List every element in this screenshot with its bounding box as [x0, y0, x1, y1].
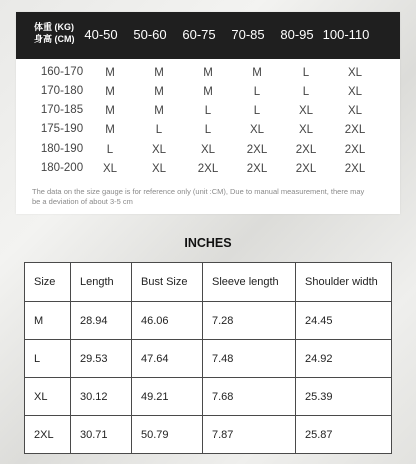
size-cell: XL: [347, 105, 363, 117]
inches-cell: 30.71: [71, 416, 132, 454]
size-cell: XL: [298, 124, 314, 136]
size-cell: L: [253, 86, 261, 98]
column-header-sleeve: Sleeve length: [203, 263, 296, 302]
size-cell: L: [302, 67, 310, 79]
size-cell: 2XL: [344, 163, 366, 175]
height-row-label: 180-190: [40, 143, 84, 155]
size-cell: XL: [200, 144, 216, 156]
inches-title: INCHES: [184, 236, 232, 250]
size-cell: M: [105, 105, 115, 117]
size-cell: L: [204, 124, 212, 136]
size-cell: XL: [151, 144, 167, 156]
weight-column-header: 50-60: [133, 27, 167, 42]
size-cell: 2XL: [246, 163, 268, 175]
column-header-bust: Bust Size: [132, 263, 203, 302]
size-cell: M: [252, 67, 262, 79]
size-cell: 2XL: [246, 144, 268, 156]
inches-cell: 24.45: [296, 302, 392, 340]
size-cell: L: [106, 144, 114, 156]
inches-cell: 30.12: [71, 378, 132, 416]
inches-header-row: [25, 263, 392, 302]
inches-table-row: [25, 378, 392, 416]
size-cell: M: [154, 86, 164, 98]
inches-table: [24, 262, 392, 454]
size-cell: XL: [102, 163, 118, 175]
size-cell: 2XL: [344, 124, 366, 136]
column-header-shoulder: Shoulder width: [296, 263, 392, 302]
size-cell: M: [203, 86, 213, 98]
inches-cell: XL: [25, 378, 71, 416]
size-cell: XL: [249, 124, 265, 136]
column-header-size: Size: [25, 263, 71, 302]
weight-column-header: 70-85: [231, 27, 265, 42]
weight-column-header: 80-95: [280, 27, 314, 42]
height-row-label: 175-190: [40, 123, 84, 135]
inches-cell: 7.28: [203, 302, 296, 340]
height-row-label: 180-200: [40, 162, 84, 174]
inches-cell: 25.87: [296, 416, 392, 454]
size-cell: M: [154, 67, 164, 79]
size-cell: L: [155, 124, 163, 136]
inches-cell: 49.21: [132, 378, 203, 416]
inches-cell: 46.06: [132, 302, 203, 340]
size-cell: L: [204, 105, 212, 117]
weight-column-header: 40-50: [84, 27, 118, 42]
measurement-note: The data on the size gauge is for reference only (unit :CM), Due to manual measurement, there may be a deviation of about 3-5 cm: [32, 187, 365, 206]
inches-cell: M: [25, 302, 71, 340]
size-cell: 2XL: [344, 144, 366, 156]
size-cell: L: [253, 105, 261, 117]
size-cell: M: [154, 105, 164, 117]
height-label: 身高 (CM): [34, 34, 75, 44]
inches-cell: 7.48: [203, 340, 296, 378]
inches-cell: 47.64: [132, 340, 203, 378]
weight-column-header: 60-75: [182, 27, 216, 42]
size-cell: 2XL: [197, 163, 219, 175]
inches-cell: 28.94: [71, 302, 132, 340]
size-cell: XL: [298, 105, 314, 117]
size-cell: L: [302, 86, 310, 98]
size-cell: 2XL: [295, 144, 317, 156]
inches-cell: 29.53: [71, 340, 132, 378]
inches-cell: 7.87: [203, 416, 296, 454]
header-axis-label: [34, 21, 75, 45]
inches-cell: 7.68: [203, 378, 296, 416]
inches-cell: 24.92: [296, 340, 392, 378]
size-cell: M: [203, 67, 213, 79]
inches-cell: L: [25, 340, 71, 378]
inches-table-row: [25, 416, 392, 454]
height-row-label: 160-170: [40, 66, 84, 78]
size-cell: 2XL: [295, 163, 317, 175]
inches-cell: 50.79: [132, 416, 203, 454]
size-cell: XL: [347, 86, 363, 98]
size-cell: M: [105, 67, 115, 79]
inches-cell: 25.39: [296, 378, 392, 416]
weight-label: 体重 (KG): [34, 22, 74, 32]
column-header-length: Length: [71, 263, 132, 302]
inches-table-row: [25, 302, 392, 340]
height-row-label: 170-185: [40, 104, 84, 116]
size-cell: M: [105, 86, 115, 98]
weight-column-header: 100-110: [322, 27, 370, 42]
inches-cell: 2XL: [25, 416, 71, 454]
height-row-label: 170-180: [40, 85, 84, 97]
size-cell: M: [105, 124, 115, 136]
size-cell: XL: [347, 67, 363, 79]
size-cell: XL: [151, 163, 167, 175]
inches-table-row: [25, 340, 392, 378]
